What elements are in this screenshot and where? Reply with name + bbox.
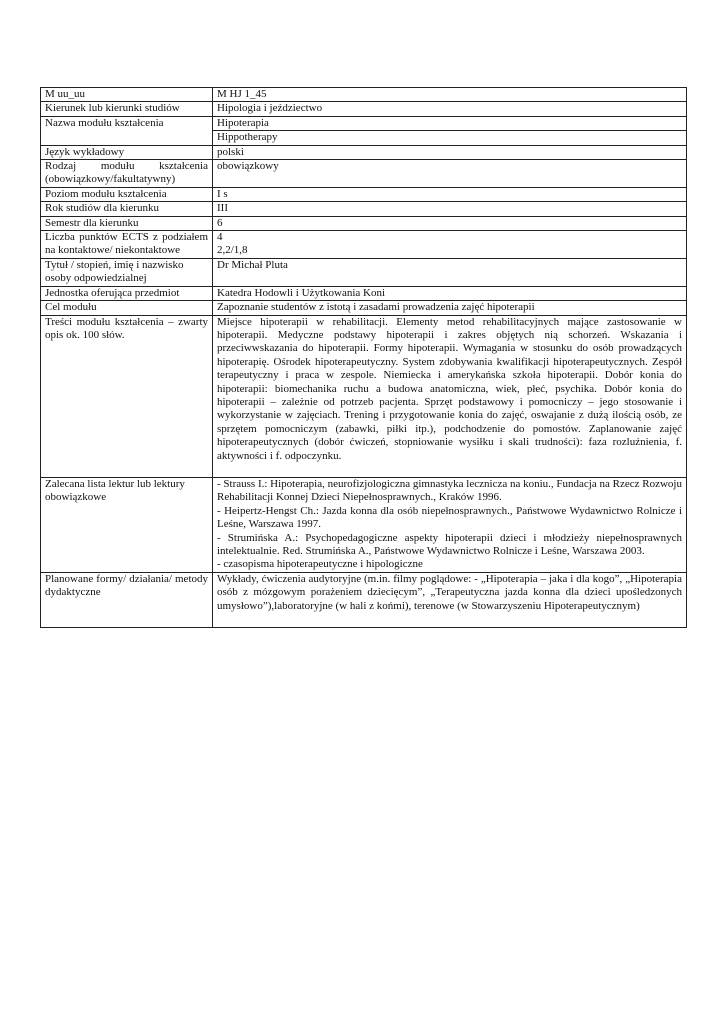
row-label: Zalecana lista lektur lub lektury obowiązkowe	[41, 477, 213, 572]
row-value: I s	[213, 187, 687, 201]
table-row	[41, 258, 687, 286]
row-value	[213, 231, 687, 259]
row-value: 6	[213, 216, 687, 230]
table-row	[41, 160, 687, 188]
teaching-methods: Wykłady, ćwiczenia audytoryjne (m.in. filmy poglądowe: - „Hipoterapia – jaka i dla kogo”, „Hipoterapia osób z mózgowym porażeniem dziecięcym”, „Terapeutyczna jazda konna dla dzieci upośledzonych umysłowo”),laboratoryjne (w hali z końmi), terenowe (w Stowarzyszeniu Hipoterapeutycznym)	[213, 572, 687, 627]
table-row	[41, 477, 687, 572]
table-row	[41, 202, 687, 216]
row-label: Tytuł / stopień, imię i nazwisko osoby odpowiedzialnej	[41, 258, 213, 286]
module-syllabus-table	[40, 87, 687, 628]
row-value: obowiązkowy	[213, 160, 687, 188]
reading-list-item: - Strumińska A.: Psychopedagogiczne aspekty hipoterapii dzieci i młodzieży niepełnosprawnych intelektualnie. Red. Strumińska A., Państwowe Wydawnictwo Rolnicze i Leśne, Warszawa 2003.	[217, 531, 682, 557]
table-row	[41, 286, 687, 300]
row-label: Rodzaj modułu kształcenia (obowiązkowy/fakultatywny)	[41, 160, 213, 188]
row-label: Język wykładowy	[41, 145, 213, 159]
table-row	[41, 315, 687, 477]
reading-list-item: - Strauss I.: Hipoterapia, neurofizjologiczna gimnastyka lecznicza na koniu., Fundacja na Rzecz Rozwoju Rehabilitacji Konnej Dzieci Niepełnosprawnych., Kraków 1996.	[217, 477, 682, 504]
row-value: Zapoznanie studentów z istotą i zasadami prowadzenia zajęć hipoterapii	[213, 301, 687, 315]
row-label: Jednostka oferująca przedmiot	[41, 286, 213, 300]
row-label: M uu_uu	[41, 88, 213, 102]
table-row	[41, 145, 687, 159]
row-label: Treści modułu kształcenia – zwarty opis ok. 100 słów.	[41, 315, 213, 477]
reading-list	[213, 477, 687, 572]
table-row	[41, 116, 687, 130]
table-row	[41, 216, 687, 230]
row-label: Cel modułu	[41, 301, 213, 315]
row-value: M HJ 1_45	[213, 88, 687, 102]
row-value: polski	[213, 145, 687, 159]
ects-total: 4	[217, 231, 223, 244]
row-label: Nazwa modułu kształcenia	[41, 116, 213, 145]
row-label: Kierunek lub kierunki studiów	[41, 102, 213, 116]
row-value-english-name: Hippotherapy	[213, 131, 687, 145]
row-label: Planowane formy/ działania/ metody dydaktyczne	[41, 572, 213, 627]
reading-list-item: - Heipertz-Hengst Ch.: Jazda konna dla osób niepełnosprawnych., Państwowe Wydawnictwo Rolnicze i Leśne, Warszawa 1997.	[217, 504, 682, 531]
row-label: Liczba punktów ECTS z podziałem na kontaktowe/ niekontaktowe	[41, 231, 213, 259]
table-row	[41, 88, 687, 102]
module-content-description: Miejsce hipoterapii w rehabilitacji. Elementy metod rehabilitacyjnych mające zastosowanie w hipoterapii. Medyczne podstawy hipoterapii i zakres objętych nią schorzeń. Wskazania i przeciwwskazania do hipoterapii. Formy hipoterapii. Wymagania w stosunku do osób prowadzących hipoterapię. Ośrodek hipoterapeutyczny. System zdobywania kwalifikacji hipoterapeutycznych. Zespół terapeutyczny i praca w zespole. Niemiecka i amerykańska szkoła hipoterapii. Dobór konia do hipoterapii: biomechanika ruchu a budowa anatomiczna, wiek, płeć, psychika. Dobór konia do hipoterapii – zależnie od potrzeb pacjenta. Sprzęt podstawowy i pomocniczy – jego stosowanie i wykorzystanie w zajęciach. Trening i przygotowanie konia do zajęć, oswajanie z dużą ilością osób, ze sprzętem pomocniczym (zabawki, piłki itp.), podchodzenie do pomostów. Zaplanowanie zajęć hipoterapeutycznych (dobór ćwiczeń, stopniowanie wysiłku i skali trudności): faza rozluźnienia, f. aktywności i f. odpoczynku.	[213, 315, 687, 477]
row-value-polish-name: Hipoterapia	[213, 116, 687, 130]
reading-list-item: - czasopisma hipoterapeutyczne i hipologiczne	[217, 558, 423, 571]
row-value: Dr Michał Pluta	[213, 258, 687, 286]
table-row	[41, 301, 687, 315]
table-row	[41, 102, 687, 116]
table-row	[41, 187, 687, 201]
row-label: Rok studiów dla kierunku	[41, 202, 213, 216]
row-label: Semestr dla kierunku	[41, 216, 213, 230]
ects-split: 2,2/1,8	[217, 244, 248, 257]
row-value: III	[213, 202, 687, 216]
table-row	[41, 231, 687, 259]
table-row	[41, 572, 687, 627]
row-value: Hipologia i jeździectwo	[213, 102, 687, 116]
row-label: Poziom modułu kształcenia	[41, 187, 213, 201]
row-value: Katedra Hodowli i Użytkowania Koni	[213, 286, 687, 300]
